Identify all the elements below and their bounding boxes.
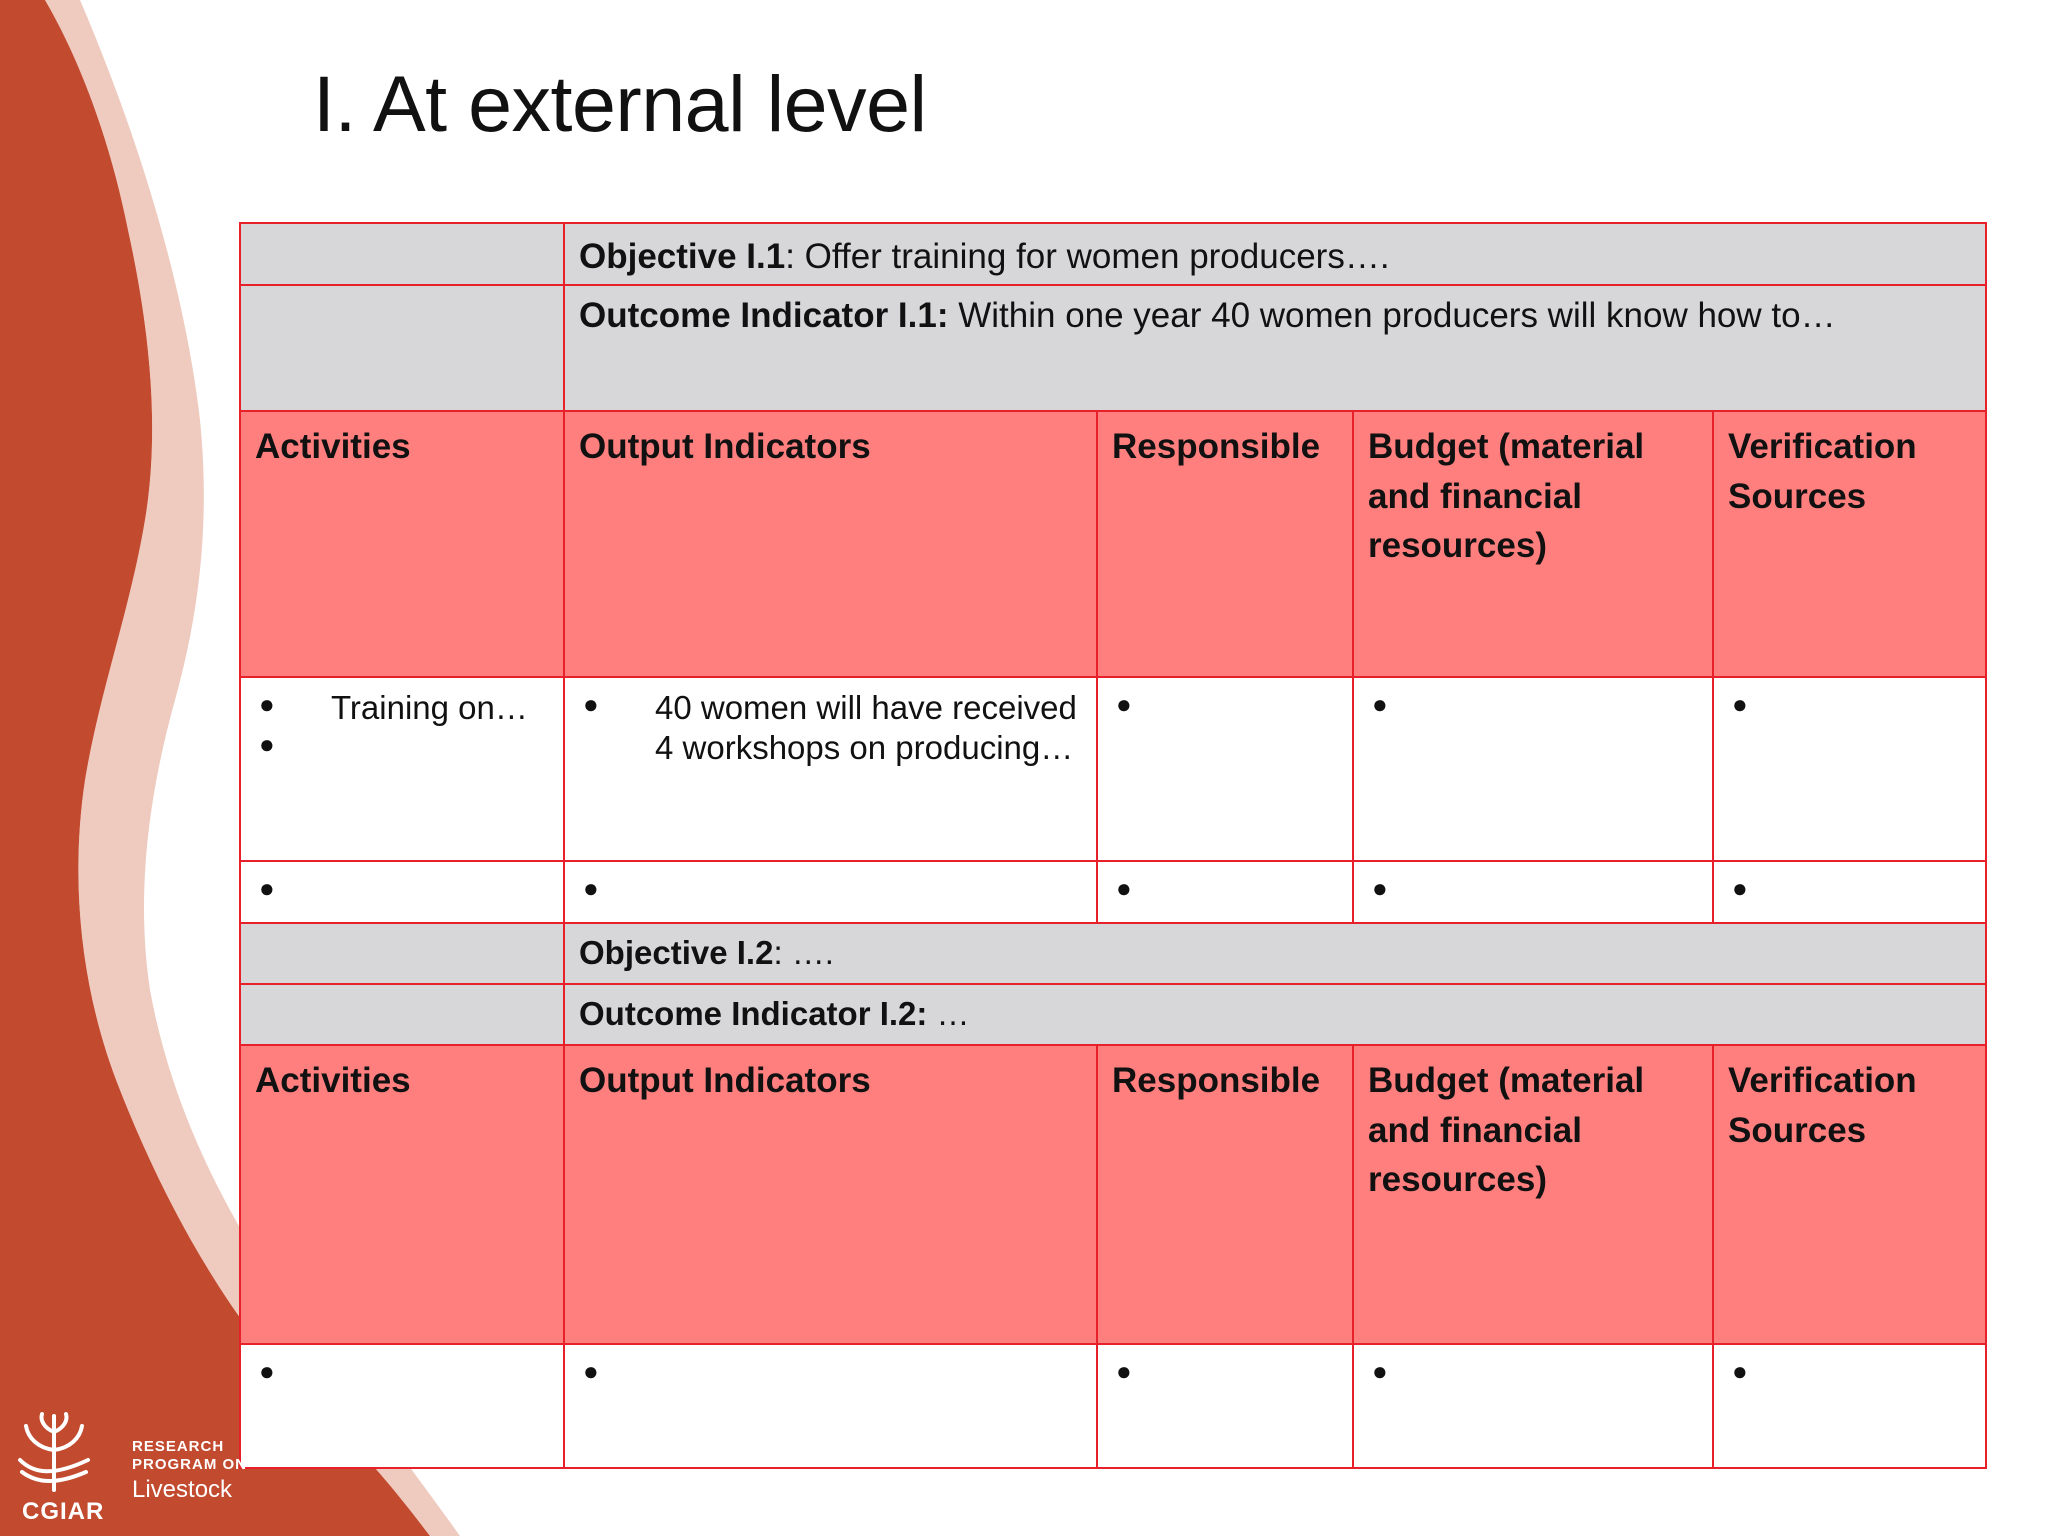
table-row (240, 1344, 1986, 1468)
outcome-cell-2 (564, 984, 1986, 1045)
table-row (240, 677, 1986, 861)
slide-title: I. At external level (313, 59, 927, 148)
list-item (579, 872, 1082, 912)
outcome-label: Outcome Indicator I.2: (579, 995, 928, 1032)
list-item (1728, 1355, 1971, 1395)
list-item (1368, 688, 1698, 728)
list-item (1368, 1355, 1698, 1395)
objective-label: Objective I.1 (579, 237, 786, 276)
header-output-indicators: Output Indicators (564, 411, 1097, 677)
list-item (1368, 872, 1698, 912)
budget-cell (1353, 677, 1713, 861)
logo-line-program: PROGRAM ON (132, 1456, 247, 1473)
action-plan-table (239, 222, 1987, 1469)
list-item (1728, 688, 1971, 728)
table-row (240, 861, 1986, 923)
objective-cell-2 (564, 923, 1986, 984)
header-verification: Verification Sources (1713, 1045, 1986, 1344)
header-responsible: Responsible (1097, 411, 1353, 677)
verification-cell (1713, 677, 1986, 861)
header-responsible: Responsible (1097, 1045, 1353, 1344)
outcome-text: … (927, 995, 970, 1032)
list-item: ● Training on… (255, 688, 549, 728)
header-row-1 (240, 411, 1986, 677)
verification-cell (1713, 861, 1986, 923)
objective-text: : Offer training for women producers…. (785, 237, 1390, 276)
header-activities: Activities (240, 1045, 564, 1344)
header-row-2 (240, 1045, 1986, 1344)
output-cell (564, 1344, 1097, 1468)
budget-cell (1353, 1344, 1713, 1468)
list-item (1112, 872, 1338, 912)
objective-text: : …. (773, 934, 834, 971)
logo-program (132, 1438, 247, 1474)
outcome-spacer-cell (240, 984, 564, 1045)
outcome-cell-1 (564, 285, 1986, 411)
list-item (579, 1355, 1082, 1395)
wheat-emblem-icon (14, 1410, 94, 1496)
objective-cell-1 (564, 223, 1986, 285)
responsible-cell (1097, 677, 1353, 861)
header-verification: Verification Sources (1713, 411, 1986, 677)
list-item: ● 40 women will have received 4 workshops on producing… (579, 688, 1082, 767)
output-cell (564, 861, 1097, 923)
outcome-row-1 (240, 285, 1986, 411)
objective-spacer-cell (240, 923, 564, 984)
objective-row-1 (240, 223, 1986, 285)
outcome-spacer-cell (240, 285, 564, 411)
outcome-row-2 (240, 984, 1986, 1045)
list-item (1112, 688, 1338, 728)
activities-cell (240, 861, 564, 923)
list-item (255, 1355, 549, 1395)
activities-cell (240, 1344, 564, 1468)
header-budget: Budget (material and financial resources) (1353, 411, 1713, 677)
output-cell (564, 677, 1097, 861)
list-item (1728, 872, 1971, 912)
objective-spacer-cell (240, 223, 564, 285)
header-output-indicators: Output Indicators (564, 1045, 1097, 1344)
responsible-cell (1097, 861, 1353, 923)
list-item (255, 728, 549, 768)
outcome-text: Within one year 40 women producers will know how to… (948, 296, 1836, 335)
objective-row-2 (240, 923, 1986, 984)
logo-livestock: Livestock (132, 1476, 233, 1503)
logo-brand: CGIAR (22, 1498, 105, 1525)
outcome-label: Outcome Indicator I.1: (579, 296, 949, 335)
activities-cell (240, 677, 564, 861)
verification-cell (1713, 1344, 1986, 1468)
objective-label: Objective I.2 (579, 934, 774, 971)
header-activities: Activities (240, 411, 564, 677)
logo-line-research: RESEARCH (132, 1438, 225, 1455)
responsible-cell (1097, 1344, 1353, 1468)
list-item (1112, 1355, 1338, 1395)
list-item (255, 872, 549, 912)
header-budget: Budget (material and financial resources) (1353, 1045, 1713, 1344)
budget-cell (1353, 861, 1713, 923)
